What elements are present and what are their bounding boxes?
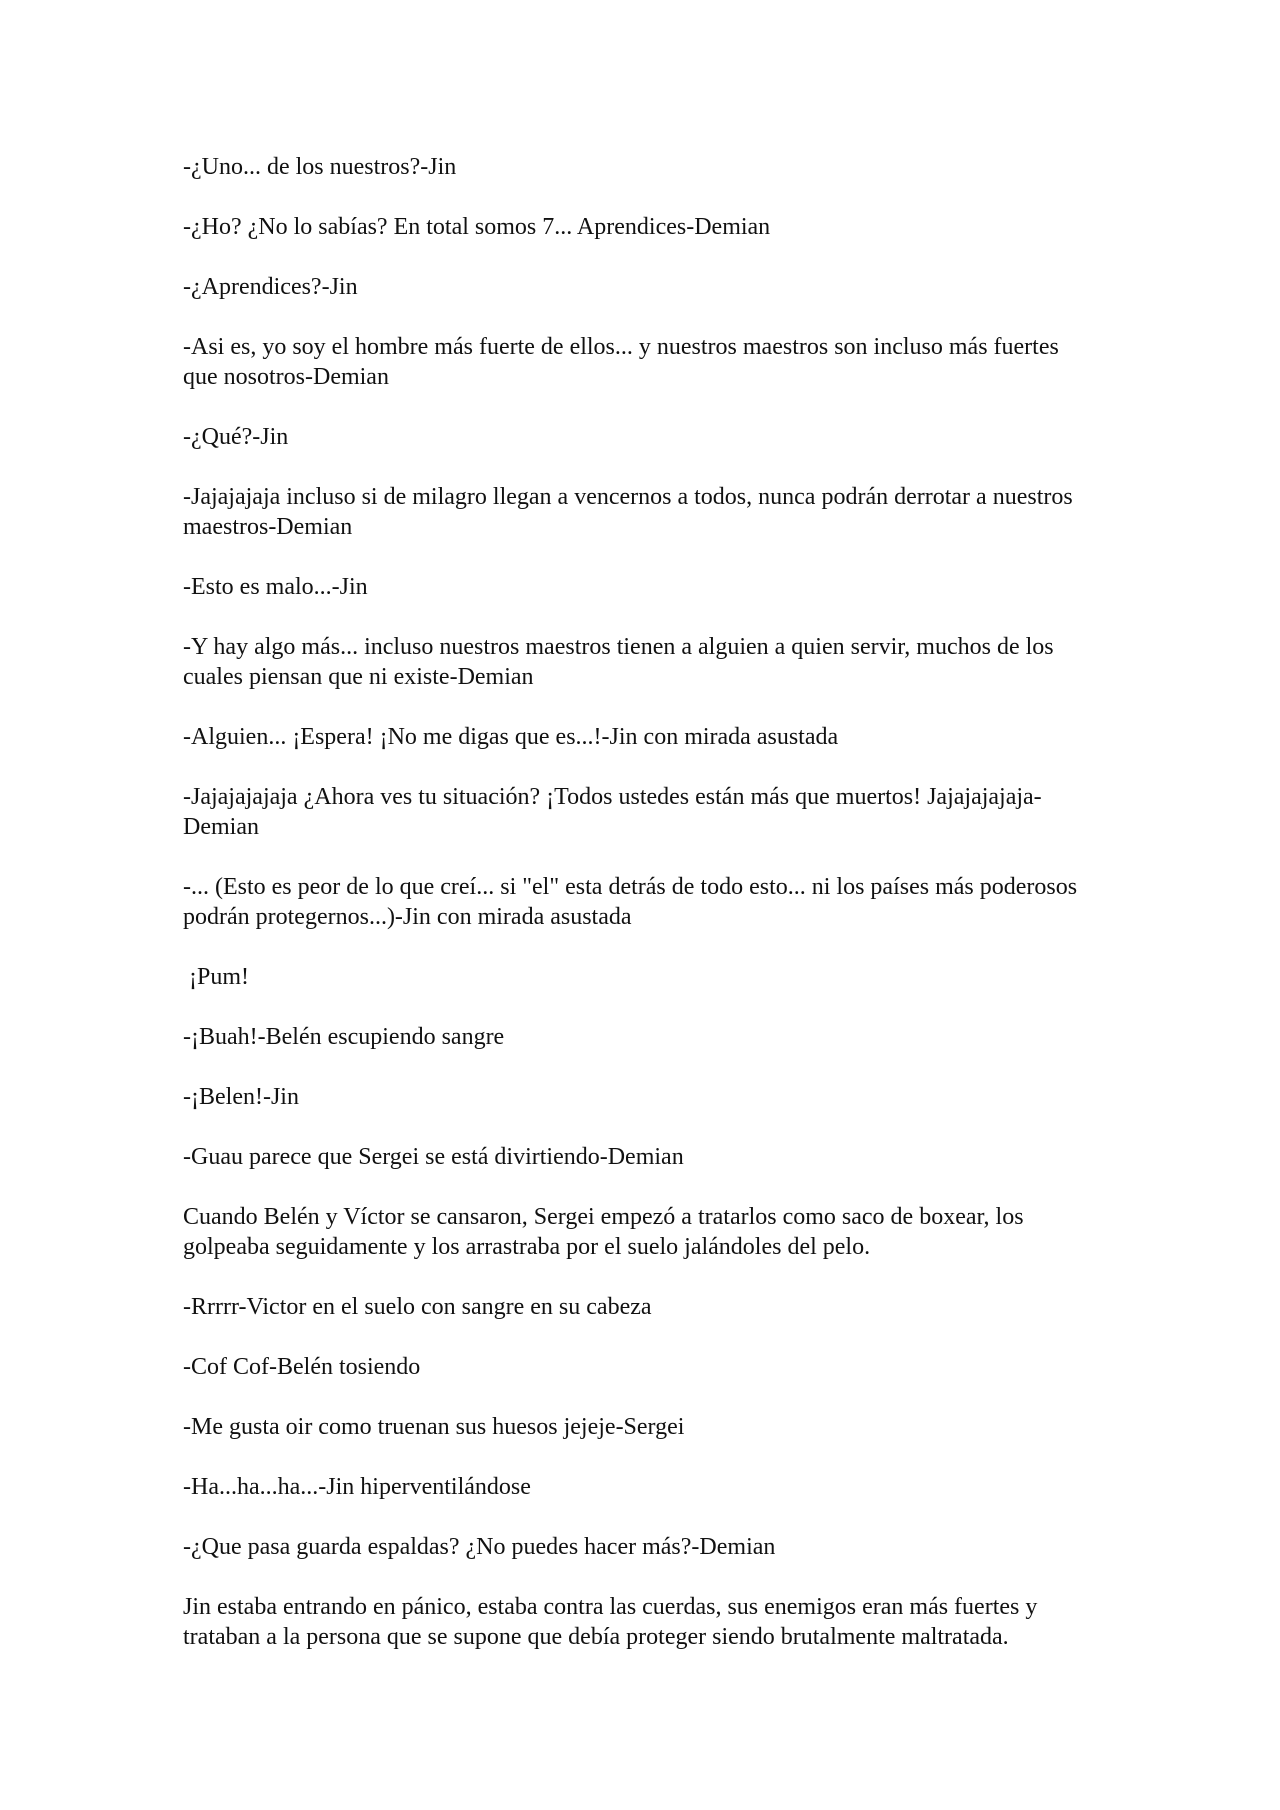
- paragraph: -Y hay algo más... incluso nuestros maestros tienen a alguien a quien servir, muchos de los cuales piensan que ni existe-Demian: [183, 634, 1060, 690]
- paragraph: -¿Aprendices?-Jin: [183, 274, 358, 300]
- paragraph: Jin estaba entrando en pánico, estaba contra las cuerdas, sus enemigos eran más fuertes y trataban a la persona que se supone que debía proteger siendo brutalmente maltratada.: [183, 1594, 1044, 1650]
- paragraph: -Cof Cof-Belén tosiendo: [183, 1354, 421, 1380]
- paragraph: -Alguien... ¡Espera! ¡No me digas que es...!-Jin con mirada asustada: [183, 724, 839, 750]
- paragraph: -Ha...ha...ha...-Jin hiperventilándose: [183, 1474, 531, 1500]
- paragraph: -¡Belen!-Jin: [183, 1084, 299, 1110]
- paragraph: ¡Pum!: [183, 964, 249, 990]
- paragraph: -¿Ho? ¿No lo sabías? En total somos 7... Aprendices-Demian: [183, 214, 771, 240]
- paragraph: -Esto es malo...-Jin: [183, 574, 368, 600]
- paragraph: -¿Uno... de los nuestros?-Jin: [183, 154, 457, 180]
- paragraph: -¿Qué?-Jin: [183, 424, 289, 450]
- paragraph: -Guau parece que Sergei se está divirtiendo-Demian: [183, 1144, 684, 1170]
- paragraph: Cuando Belén y Víctor se cansaron, Sergei empezó a tratarlos como saco de boxear, los golpeaba seguidamente y los arrastraba por el suelo jalándoles del pelo.: [183, 1204, 1030, 1260]
- paragraph: -... (Esto es peor de lo que creí... si "el" esta detrás de todo esto... ni los países más poderosos podrán protegernos...)-Jin con mirada asustada: [183, 874, 1084, 930]
- paragraph: -Asi es, yo soy el hombre más fuerte de ellos... y nuestros maestros son incluso más fuertes que nosotros-Demian: [183, 334, 1065, 390]
- paragraph: -¡Buah!-Belén escupiendo sangre: [183, 1024, 505, 1050]
- paragraph: -Rrrrr-Victor en el suelo con sangre en su cabeza: [183, 1294, 652, 1320]
- paragraph: -Me gusta oir como truenan sus huesos jejeje-Sergei: [183, 1414, 685, 1440]
- paragraph: -Jajajajaja incluso si de milagro llegan a vencernos a todos, nunca podrán derrotar a nuestros maestros-Demian: [183, 484, 1079, 540]
- paragraph: -Jajajajajaja ¿Ahora ves tu situación? ¡Todos ustedes están más que muertos! Jajajajajaja-Demian: [183, 784, 1042, 840]
- document-text-block: [183, 152, 1093, 1682]
- paragraph: -¿Que pasa guarda espaldas? ¿No puedes hacer más?-Demian: [183, 1534, 776, 1560]
